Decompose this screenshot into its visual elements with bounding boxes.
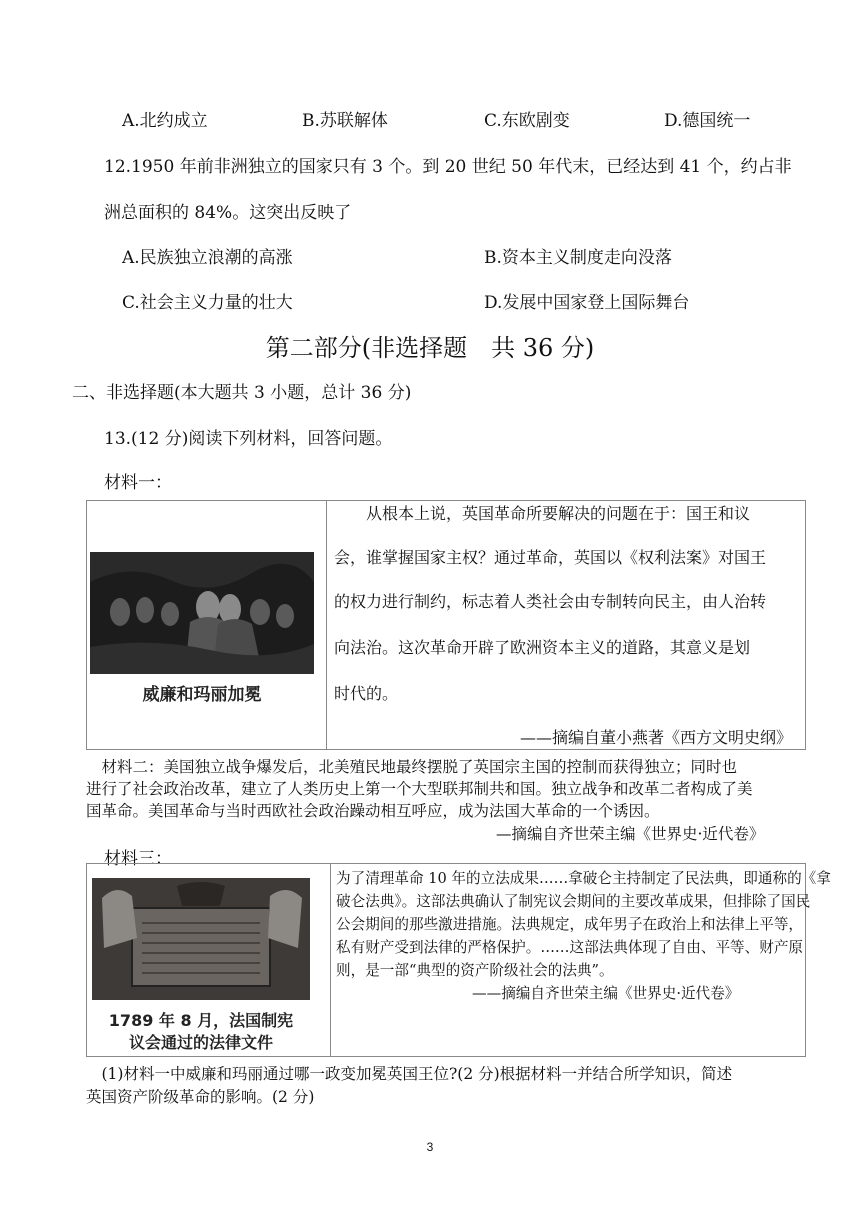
material-one-line-3: 的权力进行制约，标志着人类社会由专制转向民主，由人治转 [334,592,767,611]
sub-question-1-line2: 英国资产阶级革命的影响。(2 分) [86,1088,315,1106]
material-three-line-2: 破仑法典》。这部法典确认了制宪议会期间的主要改革成果，但排除了国民 [336,893,811,910]
q12-option-d: D.发展中国家登上国际舞台 [484,293,690,313]
coronation-image [90,552,314,674]
q12-stem-line2: 洲总面积的 84%。这突出反映了 [104,203,352,223]
material-one-source: ——摘编自董小燕著《西方文明史纲》 [520,728,793,747]
q11-option-d: D.德国统一 [664,111,751,131]
q11-option-b: B.苏联解体 [302,111,388,131]
q13-intro: 13.(12 分)阅读下列材料，回答问题。 [104,429,393,449]
section-two-heading: 二、非选择题(本大题共 3 小题，总计 36 分) [72,383,412,403]
q11-option-a: A.北约成立 [122,111,208,131]
coronation-caption: 威廉和玛丽加冕 [142,685,262,705]
material-one-line-5: 时代的。 [334,684,399,703]
declaration-caption-line1: 1789 年 8 月，法国制宪 [108,1011,294,1030]
material-three-line-5: 则，是一部“典型的资产阶级社会的法典”。 [336,962,614,979]
material-one-line-1: 从根本上说，英国革命所要解决的问题在于：国王和议 [334,504,751,523]
q12-stem-line1: 12.1950 年前非洲独立的国家只有 3 个。到 20 世纪 50 年代末，已经达到 41 个，约占非 [104,157,792,177]
page-number: 3 [426,1140,434,1154]
coronation-engraving [90,552,314,674]
material-one-label: 材料一： [104,473,172,493]
material-two-source: —摘编自齐世荣主编《世界史·近代卷》 [496,825,765,843]
table-divider [326,500,327,749]
sub-question-1-line1: (1)材料一中威廉和玛丽通过哪一政变加冕英国王位?(2 分)根据材料一并结合所学知识，简述 [86,1065,733,1083]
material-one-line-4: 向法治。这次革命开辟了欧洲资本主义的道路，其意义是划 [334,638,751,657]
q12-option-c: C.社会主义力量的壮大 [122,293,293,313]
declaration-image [92,878,310,1000]
material-two-line-1: 材料二：美国独立战争爆发后，北美殖民地最终摆脱了英国宗主国的控制而获得独立；同时也 [86,758,738,776]
material-two-line-2: 进行了社会政治改革，建立了人类历史上第一个大型联邦制共和国。独立战争和改革二者构成了美 [86,780,753,798]
q11-option-c: C.东欧剧变 [484,111,570,131]
material-three-label: 材料三： [104,849,172,869]
material-three-line-1: 为了清理革命 10 年的立法成果……拿破仑主持制定了民法典，即通称的《拿 [336,870,831,887]
part-two-title: 第二部分(非选择题 共 36 分) [265,334,595,362]
material-two-line-3: 国革命。美国革命与当时西欧社会政治躁动相互呼应，成为法国大革命的一个诱因。 [86,802,660,820]
declaration-caption-line2: 议会通过的法律文件 [128,1033,273,1052]
material-three-line-3: 公会期间的那些激进措施。法典规定，成年男子在政治上和法律上平等， [336,916,804,933]
q12-option-b: B.资本主义制度走向没落 [484,248,672,268]
table-divider-2 [330,863,331,1056]
material-three-source: ——摘编自齐世荣主编《世界史·近代卷》 [472,985,740,1002]
declaration-engraving [92,878,310,1000]
q12-option-a: A.民族独立浪潮的高涨 [122,248,293,268]
material-three-line-4: 私有财产受到法律的严格保护。……这部法典体现了自由、平等、财产原 [336,939,804,956]
material-one-line-2: 会，谁掌握国家主权？通过革命，英国以《权利法案》对国王 [334,548,767,567]
